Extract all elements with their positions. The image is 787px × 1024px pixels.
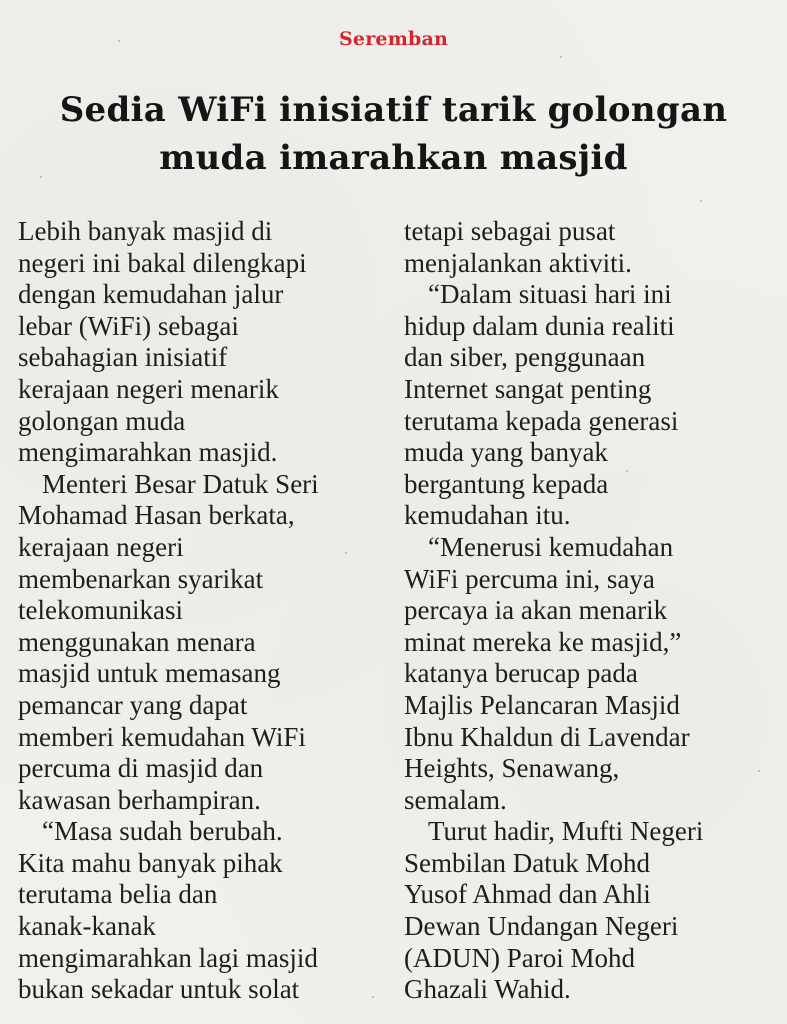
body-text-line: Ghazali Wahid. [404, 974, 571, 1005]
body-text-line: membenarkan syarikat [18, 563, 264, 594]
body-text-line: (ADUN) Paroi Mohd [404, 942, 635, 973]
body-text-line: menggunakan menara [18, 626, 256, 657]
body-text-line: “Masa sudah berubah. [42, 816, 283, 847]
body-text-line: terutama kepada generasi [404, 405, 679, 436]
body-text-line: Menteri Besar Datuk Seri [42, 468, 319, 499]
body-text-line: Sembilan Datuk Mohd [404, 847, 650, 878]
section-kicker: Seremban [338, 28, 449, 50]
body-text-line: Yusof Ahmad dan Ahli [404, 879, 651, 910]
body-text-line: bergantung kepada [404, 468, 609, 499]
body-text-line: Lebih banyak masjid di [18, 216, 273, 246]
body-text-line: menjalankan aktiviti. [404, 247, 632, 278]
body-text-line: percuma di masjid dan [18, 753, 264, 784]
body-text-line: Internet sangat penting [404, 373, 652, 404]
headline-line: Sedia WiFi inisiatif tarik golongan [59, 90, 728, 130]
headline-line: muda imarahkan masjid [159, 138, 628, 178]
body-text-line: telekomunikasi [18, 595, 183, 626]
body-column-right [404, 216, 774, 1006]
body-text-line: tetapi sebagai pusat [404, 216, 616, 246]
body-text-line: Majlis Pelancaran Masjid [404, 689, 680, 720]
body-text-line: bukan sekadar untuk solat [18, 974, 300, 1005]
body-text-line: sebahagian inisiatif [18, 342, 228, 373]
body-text-line: “Dalam situasi hari ini [428, 279, 672, 310]
body-text-line: golongan muda [18, 405, 186, 436]
body-text-line: percaya ia akan menarik [404, 595, 668, 626]
body-text-line: muda yang banyak [404, 437, 608, 468]
body-text-line: kanak-kanak [18, 911, 156, 942]
headline [20, 86, 767, 182]
body-text-line: dengan kemudahan jalur [18, 279, 284, 310]
body-text-line: mengimarahkan masjid. [18, 437, 278, 468]
body-text-line: dan siber, penggunaan [404, 342, 646, 373]
body-text-line: “Menerusi kemudahan [428, 531, 674, 562]
body-text-line: hidup dalam dunia realiti [404, 310, 675, 341]
body-text-line: kemudahan itu. [404, 500, 571, 531]
body-text-line: pemancar yang dapat [18, 689, 248, 720]
body-text-line: negeri ini bakal dilengkapi [18, 247, 307, 278]
body-text-line: Turut hadir, Mufti Negeri [428, 816, 704, 847]
body-text-line: Ibnu Khaldun di Lavendar [404, 721, 690, 752]
body-text-line: Dewan Undangan Negeri [404, 911, 679, 942]
body-column-left [18, 216, 390, 1006]
body-text-line: semalam. [404, 784, 507, 815]
body-text-line: masjid untuk memasang [18, 658, 281, 689]
body-text-line: Kita mahu banyak pihak [18, 847, 283, 878]
body-text-line: terutama belia dan [18, 879, 218, 910]
paper-speck [700, 200, 702, 202]
body-text-line: mengimarahkan lagi masjid [18, 942, 318, 973]
paper-speck [560, 56, 562, 58]
body-text-line: kerajaan negeri menarik [18, 373, 279, 404]
body-text-line: kawasan berhampiran. [18, 784, 261, 815]
body-text-line: Mohamad Hasan berkata, [18, 500, 295, 531]
body-text-line: lebar (WiFi) sebagai [18, 310, 239, 341]
body-text-line: Heights, Senawang, [404, 753, 620, 784]
body-text-line: katanya berucap pada [404, 658, 638, 689]
body-text-line: minat mereka ke masjid,” [404, 626, 682, 657]
body-text-line: memberi kemudahan WiFi [18, 721, 306, 752]
body-text-line: kerajaan negeri [18, 531, 184, 562]
body-text-line: WiFi percuma ini, saya [404, 563, 655, 594]
